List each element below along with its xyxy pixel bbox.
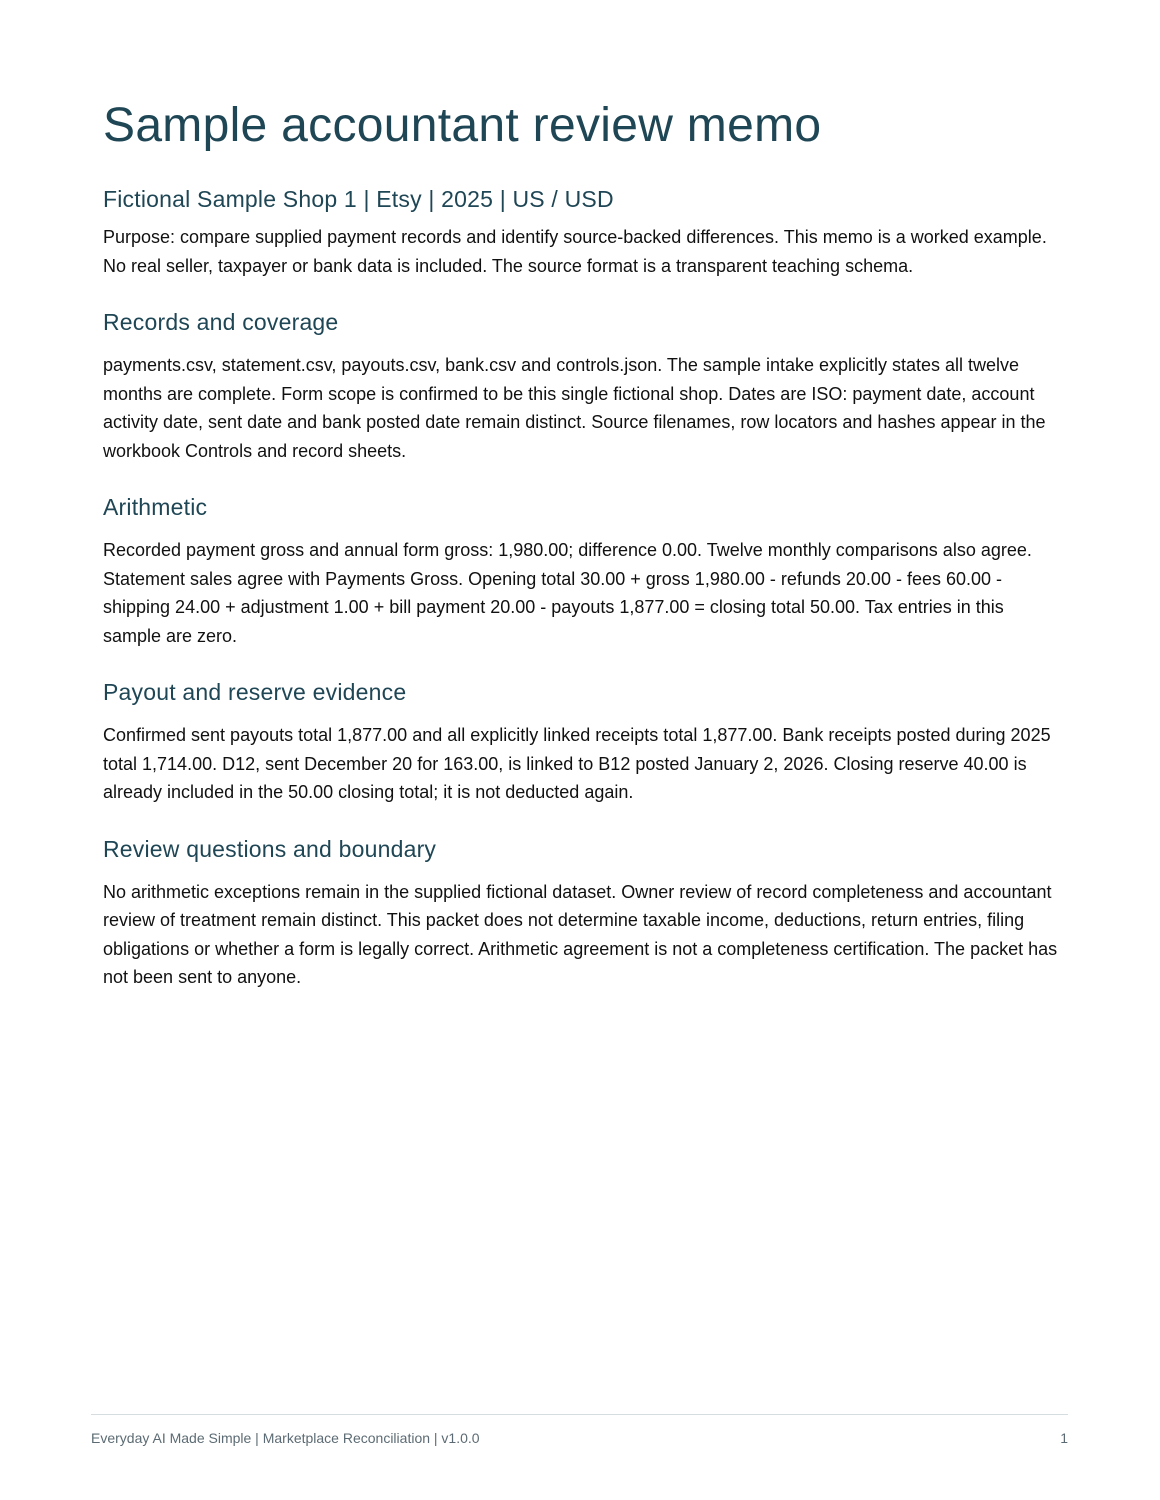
section-body: Recorded payment gross and annual form gross: 1,980.00; difference 0.00. Twelve monthly comparisons also agree. Statement sales agree with Payments Gross. Opening total 30.00 + gross 1,980.00 - refunds 20.00 - fees 60.00 - shipping 24.00 + adjustment 1.00 + bill payment 20.00 - payouts 1,877.00 = closing total 50.00. Tax entries in this sample are zero. (103, 540, 1032, 646)
section-heading: Payout and reserve evidence (103, 679, 407, 705)
section-review-questions-and-boundary (103, 834, 1063, 992)
section-body: payments.csv, statement.csv, payouts.csv, bank.csv and controls.json. The sample intake explicitly states all twelve months are complete. Form scope is confirmed to be this single fictional shop. Dates are ISO: payment date, account activity date, sent date and bank posted date remain distinct. Source filenames, row locators and hashes appear in the workbook Controls and record sheets. (103, 355, 1046, 461)
section-body: Confirmed sent payouts total 1,877.00 and all explicitly linked receipts total 1,877.00. Bank receipts posted during 2025 total 1,714.00. D12, sent December 20 for 163.00, is linked to B12 posted January 2, 2026. Closing reserve 40.00 is already included in the 50.00 closing total; it is not deducted again. (103, 725, 1051, 802)
footer-divider (91, 1414, 1068, 1415)
page-number: 1 (1060, 1430, 1068, 1446)
page-title: Sample accountant review memo (103, 99, 822, 152)
footer-text: Everyday AI Made Simple | Marketplace Reconciliation | v1.0.0 (91, 1430, 480, 1446)
memo-content (103, 95, 1063, 992)
section-payout-and-reserve-evidence (103, 677, 1063, 807)
section-body: No arithmetic exceptions remain in the supplied fictional dataset. Owner review of record completeness and accountant review of treatment remain distinct. This packet does not determine taxable income, deductions, return entries, filing obligations or whether a form is legally correct. Arithmetic agreement is not a completeness certification. The packet has not been sent to anyone. (103, 881, 1058, 987)
section-arithmetic (103, 492, 1063, 650)
section-heading: Records and coverage (103, 309, 339, 335)
section-records-and-coverage (103, 307, 1063, 465)
page-subtitle: Fictional Sample Shop 1 | Etsy | 2025 | US / USD (103, 186, 614, 212)
intro-paragraph: Purpose: compare supplied payment records and identify source-backed differences. This memo is a worked example. No real seller, taxpayer or bank data is included. The source format is a transparent teaching schema. (103, 227, 1047, 276)
section-heading: Arithmetic (103, 494, 208, 520)
section-heading: Review questions and boundary (103, 835, 437, 862)
